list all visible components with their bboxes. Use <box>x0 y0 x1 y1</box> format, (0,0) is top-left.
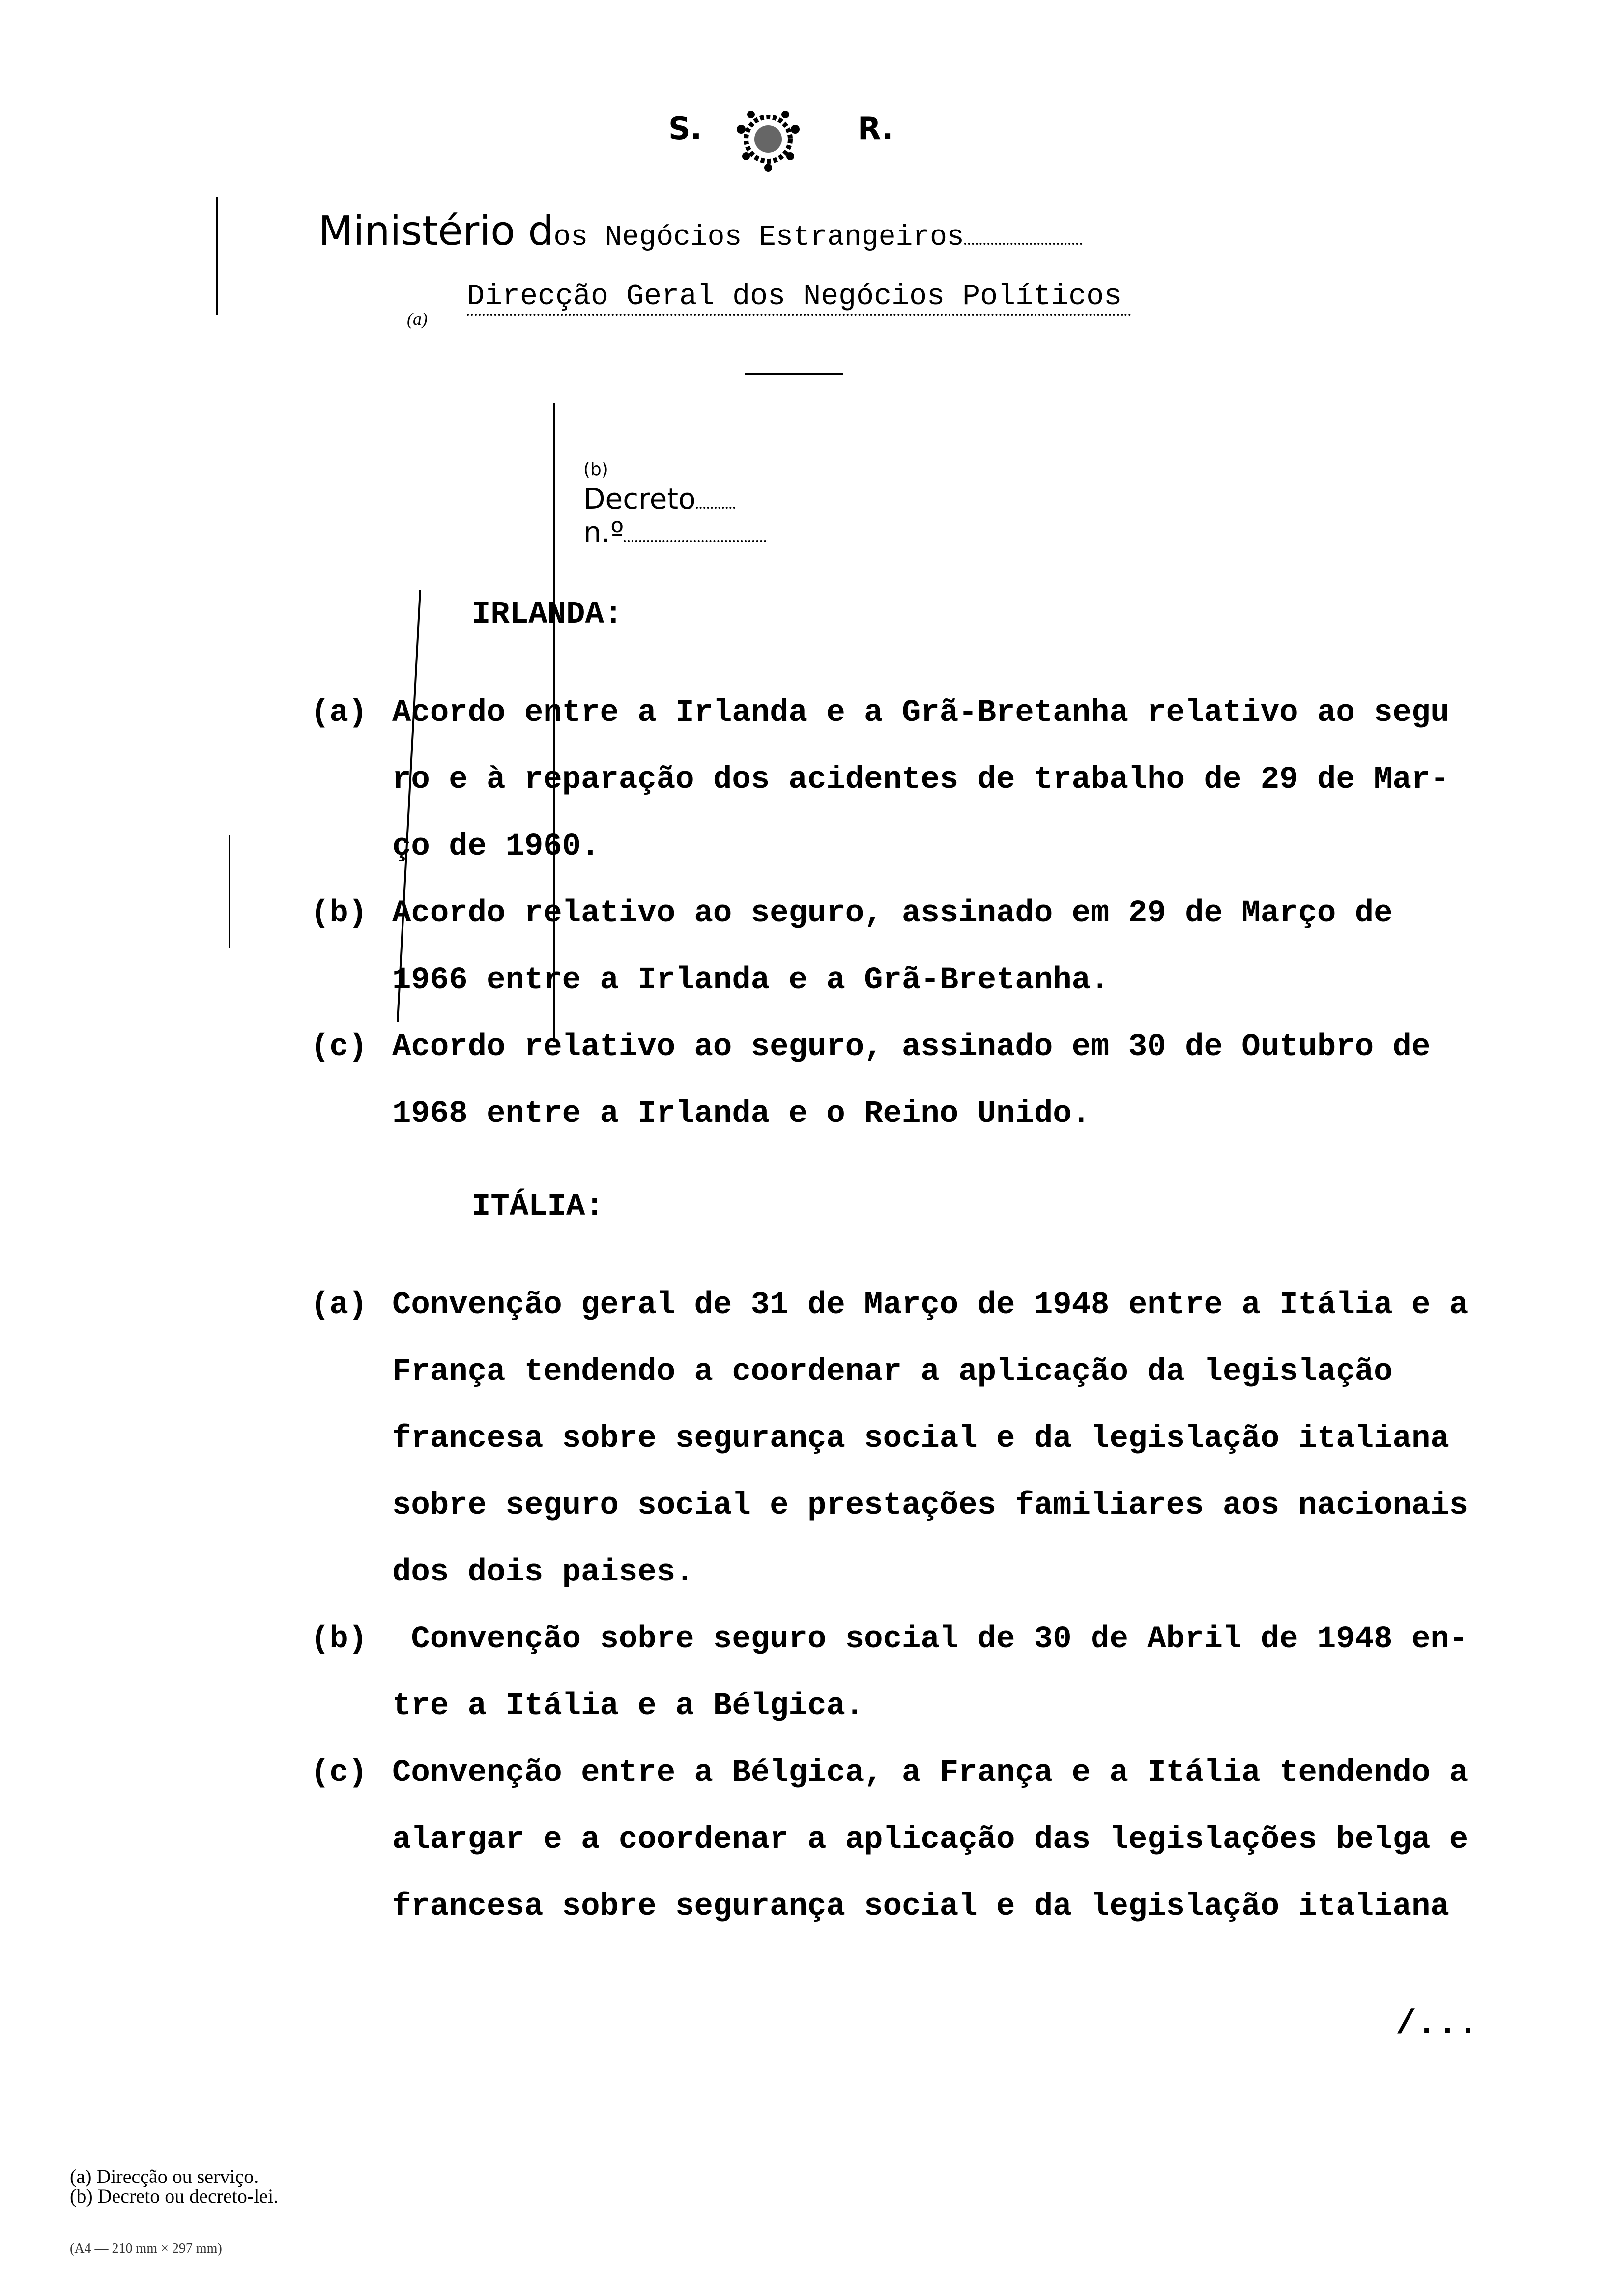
ministry-printed: Ministério d <box>318 208 554 255</box>
item-text-line: 1968 entre a Irlanda e o Reino Unido. <box>392 1096 1091 1132</box>
direction-marker: (a) <box>407 309 428 329</box>
decree-number-label: n.º <box>583 516 624 549</box>
section-heading: IRLANDA: <box>472 597 623 632</box>
item-text-line: Acordo relativo ao seguro, assinado em 30 de Outubro de <box>392 1030 1431 1065</box>
item-text-line: tre a Itália e a Bélgica. <box>392 1689 864 1724</box>
letterhead-s: S. <box>668 111 702 146</box>
margin-mark <box>216 197 218 315</box>
separator <box>745 373 843 375</box>
section-heading: ITÁLIA: <box>472 1189 604 1225</box>
item-text-line: francesa sobre segurança social e da legislação italiana <box>392 1421 1449 1457</box>
item-text-line: Acordo entre a Irlanda e a Grã-Bretanha relativo ao segu <box>392 695 1449 731</box>
ministry-typed: os Negócios Estrangeiros <box>553 222 964 254</box>
item-label: (c) <box>311 1755 368 1791</box>
item-label: (b) <box>311 1622 368 1657</box>
item-text-line: Convenção entre a Bélgica, a França e a Itália tendendo a <box>392 1755 1468 1791</box>
item-text-line: 1966 entre a Irlanda e a Grã-Bretanha. <box>392 963 1110 998</box>
item-text-line: Convenção sobre seguro social de 30 de Abril de 1948 en- <box>392 1622 1468 1657</box>
item-label: (c) <box>311 1030 368 1065</box>
item-label: (a) <box>311 695 368 731</box>
item-text-line: dos dois paises. <box>392 1555 694 1590</box>
item-text-line: sobre seguro social e prestações familiares aos nacionais <box>392 1488 1468 1523</box>
item-text-line: França tendendo a coordenar a aplicação da legislação <box>392 1354 1393 1390</box>
item-text-line: ço de 1960. <box>392 829 600 864</box>
item-label: (a) <box>311 1288 368 1323</box>
decree-label: Decreto <box>583 482 696 516</box>
form-reference: (A4 — 210 mm × 297 mm) <box>70 2241 222 2256</box>
direction-typed: Direcção Geral dos Negócios Políticos <box>467 280 1131 316</box>
item-label: (b) <box>311 896 368 931</box>
ministry-line <box>315 199 1082 255</box>
item-text-line: alargar e a coordenar a aplicação das legislações belga e <box>392 1822 1468 1858</box>
footnote-b: (b) Decreto ou decreto-lei. <box>70 2185 279 2207</box>
decree-number-field <box>624 540 766 542</box>
coat-of-arms-icon <box>722 96 806 165</box>
letterhead-r: R. <box>858 111 893 146</box>
margin-mark <box>229 835 230 948</box>
continuation-mark: /... <box>1396 2005 1479 2044</box>
item-text-line: Acordo relativo ao seguro, assinado em 29 de Março de <box>392 896 1393 931</box>
ministry-dotted-line <box>964 243 1082 245</box>
item-text-line: ro e à reparação dos acidentes de trabalho de 29 de Mar- <box>392 762 1449 798</box>
item-text-line: francesa sobre segurança social e da legislação italiana <box>392 1889 1449 1924</box>
item-text-line: Convenção geral de 31 de Março de 1948 entre a Itália e a <box>392 1288 1468 1323</box>
decree-marker: (b) <box>583 459 608 480</box>
decree-line <box>565 415 766 549</box>
footnote-a: (a) Direcção ou serviço. <box>70 2165 259 2187</box>
margin-mark <box>397 590 421 1022</box>
